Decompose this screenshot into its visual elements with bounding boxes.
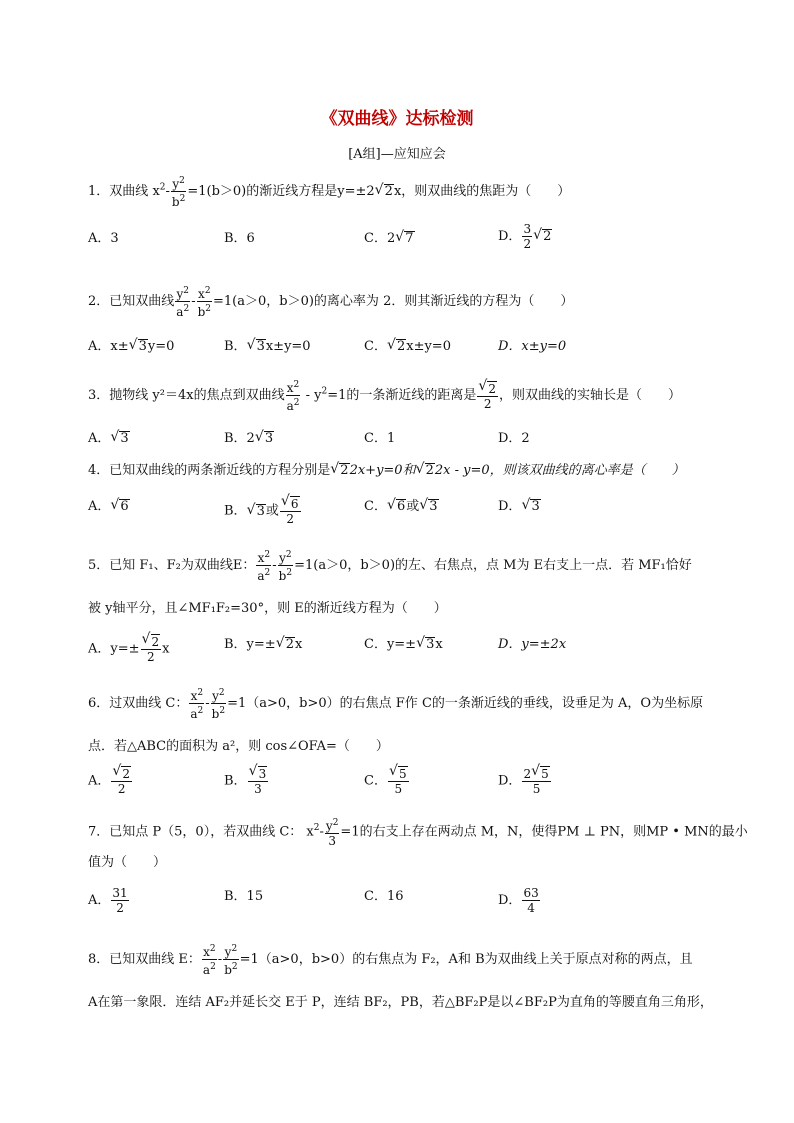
options-2 bbox=[88, 336, 748, 366]
question-5-line-2: 被 y轴平分，且∠MF₁F₂=30°，则 E的渐近线方程为（ ） bbox=[88, 601, 447, 616]
page-title: 《双曲线》达标检测 bbox=[320, 109, 474, 129]
option-c[interactable]: C．1 bbox=[364, 431, 396, 446]
option-d[interactable]: D． $\frac{3}{2}$ √ 2 bbox=[498, 222, 552, 251]
options-5 bbox=[88, 634, 748, 664]
options-1 bbox=[88, 222, 748, 258]
question-3: 3．抛物线 y²＝4x的焦点到双曲线 $\frac{x^2}{a^2}$ - $y^2=1$的一条渐近线的距离是 √ $\frac{2}{2}$ ，则双曲线的实轴长是（ ） bbox=[88, 378, 778, 413]
option-b[interactable]: B．√ 3或 √ $\frac{6}{2}$ bbox=[224, 496, 302, 526]
option-d[interactable]: D．y=±2x bbox=[498, 637, 567, 652]
option-a[interactable]: A．√ 6 bbox=[88, 496, 130, 518]
option-c[interactable]: C．16 bbox=[364, 889, 404, 904]
question-8: 8．已知双曲线 E： $\frac{x^2}{a^2}$ - $\frac{y^2}{b^2}$ =1（a>0，b>0）的右焦点为 F₂，A和 B为双曲线上关于原点对称的两点，且 bbox=[88, 944, 693, 977]
question-7-line-2: 值为（ ） bbox=[88, 855, 167, 870]
option-a[interactable]: A．x±√ 3y=0 bbox=[88, 336, 174, 358]
option-d[interactable]: D． $\frac{63}{4}$ bbox=[498, 886, 539, 915]
question-8-line-2: A在第一象限．连结 AF₂并延长交 E于 P，连结 BF₂，PB，若△BF₂P是以∠BF₂P为直角的等腰直角三角形， bbox=[88, 995, 713, 1010]
option-b[interactable]: B．2√ 3 bbox=[224, 428, 274, 450]
option-b[interactable]: B．√ 3x±y=0 bbox=[224, 336, 311, 358]
option-d[interactable]: D．√ 3 bbox=[498, 496, 541, 518]
option-b[interactable]: B．y=±√ 2x bbox=[224, 634, 302, 656]
options-7 bbox=[88, 886, 748, 916]
question-7: 7．已知点 P（5，0），若双曲线 C： $x^2-$ $\frac{y^2}{3}$ =1的右支上存在两动点 M，N，使得PM ⊥ PN，则MP • MN的最小 bbox=[88, 818, 748, 848]
question-2: 2．已知双曲线 $\frac{y^2}{a^2}$ - $\frac{x^2}{b^2}$ =1(a＞0，b＞0)的离心率为 2．则其渐近线的方程为（ ） bbox=[88, 286, 574, 319]
question-4: 4．已知双曲线的两条渐近线的方程分别是√ 22x+y=0和√ 22x - y=0，则该双曲线的离心率是（ ） bbox=[88, 460, 778, 482]
option-d[interactable]: D．2 bbox=[498, 431, 530, 446]
options-6 bbox=[88, 766, 748, 796]
option-c[interactable]: C．√ 6或√ 3 bbox=[364, 496, 439, 518]
question-5: 5．已知 F₁、F₂为双曲线E： $\frac{x^2}{a^2}$ - $\frac{y^2}{b^2}$ =1(a＞0，b＞0)的左、右焦点，点 M为 E右支上一点．若 MF₁恰好 bbox=[88, 550, 692, 583]
question-1: 1．双曲线 $x^2-$ $\frac{y^2}{b^2}$ =1(b＞0)的渐近线方程是y=±2√ 2x，则双曲线的焦距为（ ） bbox=[88, 174, 778, 209]
option-a[interactable]: A． √ $\frac{2}{2}$ bbox=[88, 766, 133, 796]
option-a[interactable]: A．y=± √ $\frac{2}{2}$ x bbox=[88, 634, 170, 664]
fraction: $\frac{y^2}{b^2}$ bbox=[171, 176, 186, 209]
option-d[interactable]: D． $\frac{2√ 5}{5}$ bbox=[498, 766, 552, 796]
question-6: 6．过双曲线 C： $\frac{x^2}{a^2}$ - $\frac{y^2}{b^2}$ =1（a>0，b>0）的右焦点 F作 C的一条渐近线的垂线，设垂足为 A，O为坐标原 bbox=[88, 688, 704, 721]
option-a[interactable]: A．√ 3 bbox=[88, 428, 130, 450]
option-a[interactable]: A．3 bbox=[88, 231, 119, 246]
option-d[interactable]: D．x±y=0 bbox=[498, 339, 567, 354]
option-c[interactable]: C．2√ 7 bbox=[364, 228, 415, 250]
option-a[interactable]: A． $\frac{31}{2}$ bbox=[88, 886, 128, 915]
option-c[interactable]: C．y=±√ 3x bbox=[364, 634, 443, 656]
option-b[interactable]: B． √ $\frac{3}{3}$ bbox=[224, 766, 269, 796]
option-b[interactable]: B．15 bbox=[224, 889, 264, 904]
question-6-line-2: 点．若△ABC的面积为 a²，则 cos∠OFA=（ ） bbox=[88, 739, 389, 754]
options-4 bbox=[88, 496, 748, 526]
options-3 bbox=[88, 428, 748, 458]
option-b[interactable]: B．6 bbox=[224, 231, 255, 246]
section-subtitle: [A组]—应知应会 bbox=[348, 147, 446, 162]
option-c[interactable]: C．√ 2x±y=0 bbox=[364, 336, 451, 358]
option-c[interactable]: C． √ $\frac{5}{5}$ bbox=[364, 766, 410, 796]
